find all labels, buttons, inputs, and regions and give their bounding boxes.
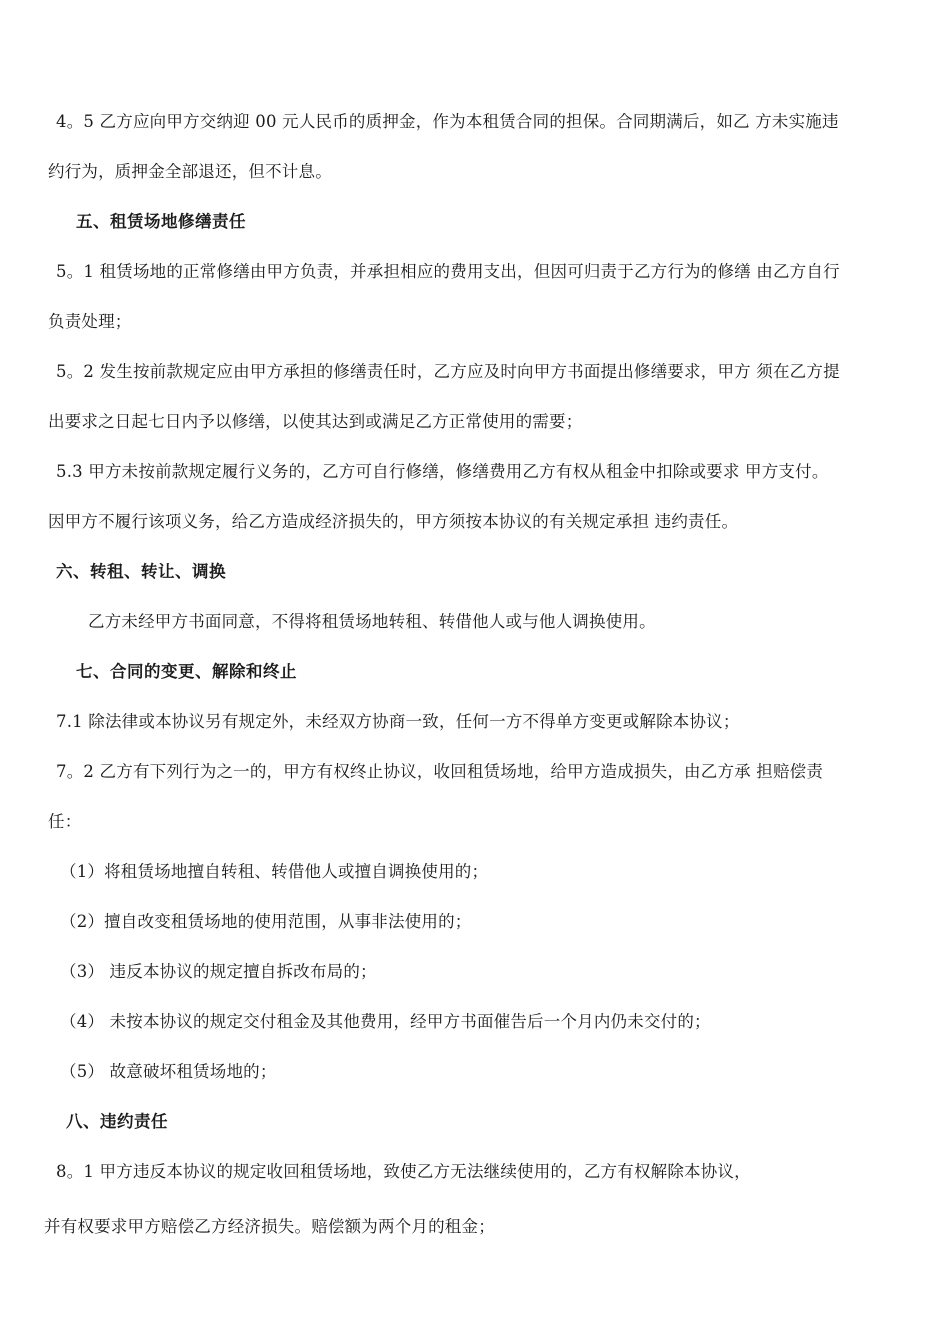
clause-5-2-line-2: 出要求之日起七日内予以修缮，以使其达到或满足乙方正常使用的需要； (48, 412, 583, 431)
list-item-5: （5） 故意破坏租赁场地的； (60, 1062, 277, 1081)
clause-4-5-line-2: 约行为，质押金全部退还，但不计息。 (48, 162, 332, 181)
clause-7-2-line-2: 任： (48, 812, 82, 831)
section-6-body: 乙方未经甲方书面同意，不得将租赁场地转租、转借他人或与他人调换使用。 (88, 612, 656, 631)
clause-7-2-line-1: 7。2 乙方有下列行为之一的，甲方有权终止协议，收回租赁场地，给甲方造成损失，由乙方承 担赔偿责 (56, 762, 824, 781)
section-7-heading: 七、合同的变更、解除和终止 (76, 662, 297, 681)
section-6-heading: 六、转租、转让、调换 (56, 562, 226, 581)
list-item-3: （3） 违反本协议的规定擅自拆改布局的； (60, 962, 377, 981)
list-item-1: （1）将租赁场地擅自转租、转借他人或擅自调换使用的； (60, 862, 489, 881)
clause-8-1-line-2: 并有权要求甲方赔偿乙方经济损失。赔偿额为两个月的租金； (44, 1217, 495, 1236)
clause-5-1-line-2: 负责处理； (48, 312, 132, 331)
clause-7-1: 7.1 除法律或本协议另有规定外，未经双方协商一致，任何一方不得单方变更或解除本协议； (56, 712, 740, 731)
clause-5-3-line-2: 因甲方不履行该项义务，给乙方造成经济损失的，甲方须按本协议的有关规定承担 违约责任。 (48, 512, 739, 531)
clause-5-3-line-1: 5.3 甲方未按前款规定履行义务的，乙方可自行修缮，修缮费用乙方有权从租金中扣除或要求 甲方支付。 (56, 462, 829, 481)
list-item-2: （2）擅自改变租赁场地的使用范围，从事非法使用的； (60, 912, 472, 931)
section-8-heading: 八、违约责任 (66, 1112, 168, 1131)
section-5-heading: 五、租赁场地修缮责任 (76, 212, 246, 231)
clause-5-1-line-1: 5。1 租赁场地的正常修缮由甲方负责，并承担相应的费用支出，但因可归责于乙方行为的修缮 由乙方自行 (56, 262, 840, 281)
clause-4-5-line-1: 4。5 乙方应向甲方交纳迎 00 元人民币的质押金，作为本租赁合同的担保。合同期满后，如乙 方未实施违 (56, 112, 839, 131)
list-item-4: （4） 未按本协议的规定交付租金及其他费用，经甲方书面催告后一个月内仍未交付的； (60, 1012, 711, 1031)
clause-8-1-line-1: 8。1 甲方违反本协议的规定收回租赁场地，致使乙方无法继续使用的，乙方有权解除本协议， (56, 1162, 751, 1181)
clause-5-2-line-1: 5。2 发生按前款规定应由甲方承担的修缮责任时，乙方应及时向甲方书面提出修缮要求，甲方 须在乙方提 (56, 362, 840, 381)
